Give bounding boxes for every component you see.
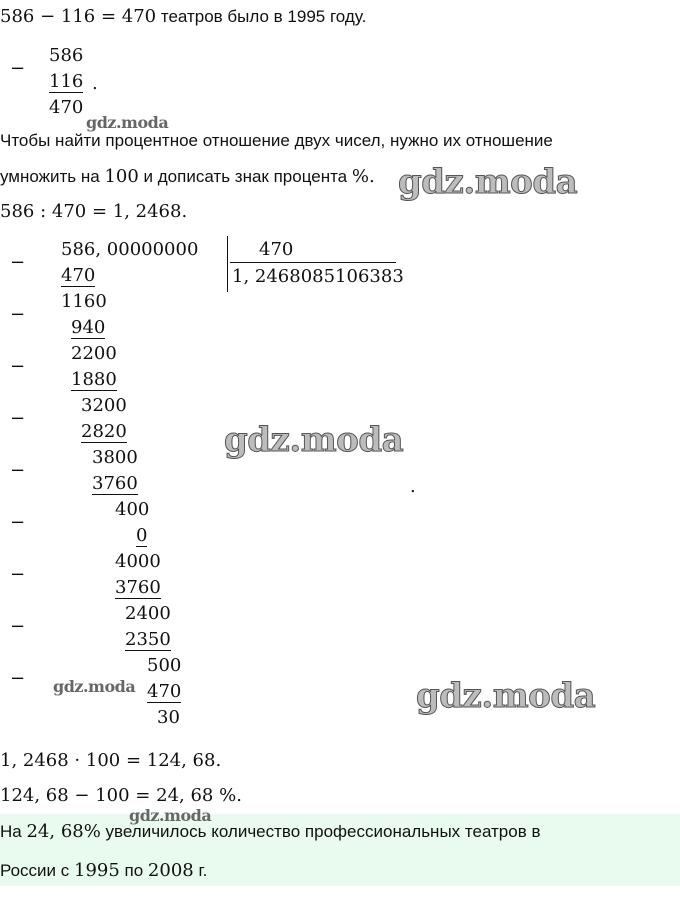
number-100: 100 (104, 166, 139, 187)
step-top: 3800 (92, 447, 138, 468)
answer-line-2: России с 1995 по 2008 г. (0, 860, 208, 881)
answer-line-1: На 24, 68% увеличилось количество профессиональных театров в (0, 821, 541, 842)
division-minus: − (10, 668, 26, 689)
remainder: 30 (157, 707, 180, 728)
line-result-theatres (0, 6, 366, 27)
step-top: 2200 (71, 343, 117, 364)
step-top: 1160 (61, 291, 107, 312)
step-sub: 940 (71, 317, 106, 338)
division-minus: − (10, 616, 26, 637)
sub-subtrahend: 116 (49, 71, 84, 92)
step-sub: 2350 (125, 629, 171, 650)
difference-expression: 124, 68 − 100 = 24, 68 %. (0, 785, 242, 806)
step-top: 400 (115, 499, 150, 520)
division-bar (227, 236, 228, 292)
divisor: 470 (259, 239, 294, 260)
sub-result: 470 (49, 97, 84, 118)
step-sub: 2820 (81, 421, 127, 442)
stray-dot: . (410, 476, 416, 497)
ratio-expression: 586 : 470 = 1, 2468. (0, 201, 188, 222)
year-end: 2008 (147, 860, 194, 881)
minus-sign: − (10, 58, 26, 79)
division-minus: − (10, 252, 26, 273)
percent-sign: %. (351, 166, 375, 187)
step-top: 4000 (115, 551, 161, 572)
sub-minuend: 586 (49, 45, 84, 66)
watermark-small: gdz.moda (86, 113, 169, 132)
division-minus: − (10, 512, 26, 533)
division-minus: − (10, 408, 26, 429)
step-sub: 470 (61, 265, 96, 286)
quotient-line (230, 262, 396, 263)
watermark-small: gdz.moda (53, 677, 136, 696)
explanation-line-2: умножить на 100 и дописать знак процента %. (0, 166, 375, 187)
division-minus: − (10, 304, 26, 325)
step-sub: 0 (136, 525, 148, 546)
step-top: 3200 (81, 395, 127, 416)
explanation-line-1: Чтобы найти процентное отношение двух чисел, нужно их отношение (0, 131, 553, 150)
quotient: 1, 2468085106383 (232, 266, 404, 287)
year-start: 1995 (74, 860, 120, 881)
division-minus: − (10, 356, 26, 377)
division-minus: − (10, 460, 26, 481)
multiplication-expression: 1, 2468 · 100 = 124, 68. (0, 750, 222, 771)
line-text: театров было в 1995 году. (156, 7, 367, 26)
watermark-large: gdz.moda (398, 162, 578, 202)
watermark-small: gdz.moda (129, 806, 212, 825)
sub-dot: . (92, 73, 98, 94)
division-minus: − (10, 564, 26, 585)
step-top: 586, 00000000 (61, 239, 199, 260)
step-top: 500 (147, 655, 182, 676)
watermark-large: gdz.moda (224, 420, 404, 460)
step-sub: 1880 (71, 369, 117, 390)
step-sub: 3760 (92, 473, 138, 494)
math-expression: 586 − 116 = 470 (0, 6, 157, 27)
step-sub: 3760 (115, 577, 161, 598)
step-sub: 470 (147, 681, 182, 702)
answer-percent: 24, 68% (26, 821, 101, 842)
watermark-large: gdz.moda (416, 676, 596, 716)
step-top: 2400 (125, 603, 171, 624)
